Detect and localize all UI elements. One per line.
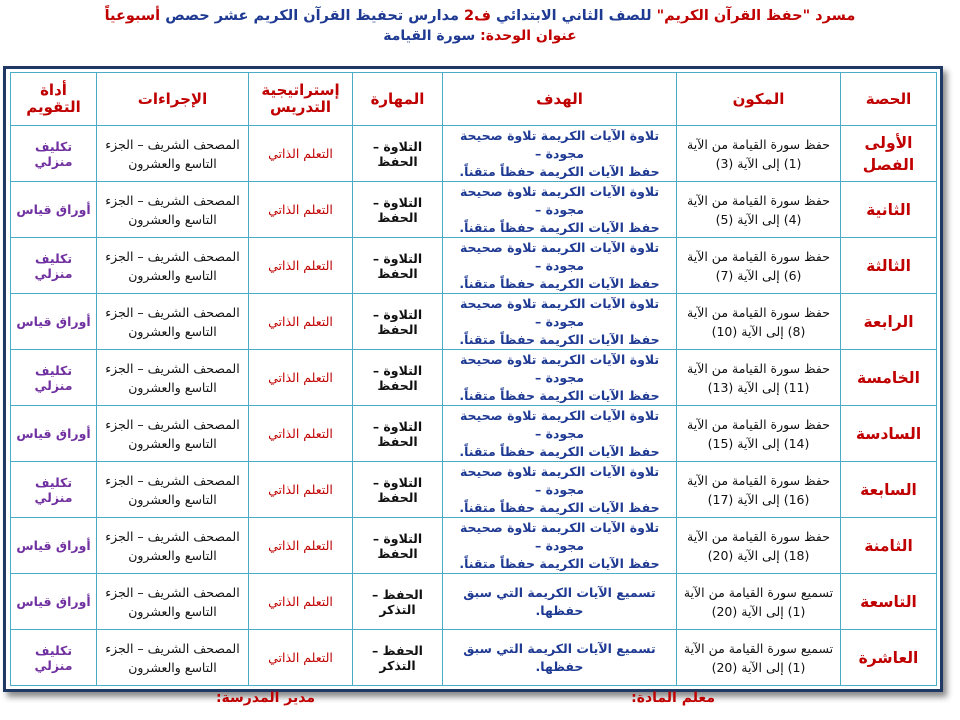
lesson-cell xyxy=(841,574,937,630)
component-cell xyxy=(677,294,841,350)
goal-cell xyxy=(443,574,677,630)
skill-cell: التلاوة – الحفظ xyxy=(353,182,443,238)
unit-label: عنوان الوحدة: xyxy=(480,28,577,44)
skill-cell: التلاوة – الحفظ xyxy=(353,462,443,518)
lesson-name: الثانية xyxy=(866,200,911,219)
component-line: تسميع سورة القيامة من الآية xyxy=(683,640,834,656)
strategy-cell: التعلم الذاتي xyxy=(249,294,353,350)
component-line: (16) إلى الآية (17) xyxy=(707,491,810,507)
skill-cell: التلاوة – الحفظ xyxy=(353,238,443,294)
lesson-name: السابعة xyxy=(860,480,917,499)
skill-cell: التلاوة – الحفظ xyxy=(353,518,443,574)
evaluation-cell: تكليف منزلي xyxy=(11,126,97,182)
goal-line: تسميع الآيات الكريمة التي سبق حفظها. xyxy=(463,584,656,618)
lesson-name: الثامنة xyxy=(864,536,913,555)
procedures-line: المصحف الشريف – الجزء xyxy=(105,304,240,320)
evaluation-cell: أوراق قياس xyxy=(11,294,97,350)
table-body xyxy=(11,126,937,686)
col-header-procedures: الإجراءات xyxy=(97,73,249,126)
lesson-cell xyxy=(841,294,937,350)
header-row xyxy=(11,73,937,126)
title-prefix: مسرد "حفظ القرآن الكريم" xyxy=(656,8,856,24)
procedures-line: التاسع والعشرون xyxy=(128,603,217,619)
skill-cell: التلاوة – الحفظ xyxy=(353,294,443,350)
goal-line: حفظ الآيات الكريمة حفظاً متقناً. xyxy=(459,331,660,347)
goal-line: حفظ الآيات الكريمة حفظاً متقناً. xyxy=(459,219,660,235)
component-line: حفظ سورة القيامة من الآية xyxy=(687,472,830,488)
component-cell xyxy=(677,126,841,182)
component-line: (8) إلى الآية (10) xyxy=(711,323,806,339)
table-row xyxy=(11,630,937,686)
component-line: (1) إلى الآية (20) xyxy=(711,659,806,675)
component-line: (6) إلى الآية (7) xyxy=(715,267,802,283)
component-line: حفظ سورة القيامة من الآية xyxy=(687,360,830,376)
procedures-line: التاسع والعشرون xyxy=(128,379,217,395)
procedures-cell xyxy=(97,126,249,182)
procedures-cell xyxy=(97,350,249,406)
component-line: (14) إلى الآية (15) xyxy=(707,435,810,451)
strategy-cell: التعلم الذاتي xyxy=(249,462,353,518)
component-line: (1) إلى الآية (20) xyxy=(711,603,806,619)
goal-line: تلاوة الآيات الكريمة تلاوة صحيحة مجودة – xyxy=(459,183,660,217)
table-row xyxy=(11,574,937,630)
unit-title-line xyxy=(0,26,960,46)
skill-cell: الحفظ – التذكر xyxy=(353,574,443,630)
component-cell xyxy=(677,518,841,574)
goal-cell xyxy=(443,518,677,574)
procedures-line: المصحف الشريف – الجزء xyxy=(105,192,240,208)
col-header-evaluation: أداة التقويم xyxy=(11,73,97,126)
procedures-cell xyxy=(97,574,249,630)
strategy-cell: التعلم الذاتي xyxy=(249,574,353,630)
component-cell xyxy=(677,574,841,630)
procedures-cell xyxy=(97,406,249,462)
component-line: (18) إلى الآية (20) xyxy=(707,547,810,563)
component-cell xyxy=(677,238,841,294)
lesson-cell xyxy=(841,518,937,574)
component-line: حفظ سورة القيامة من الآية xyxy=(687,248,830,264)
lesson-name: السادسة xyxy=(855,424,922,443)
component-line: حفظ سورة القيامة من الآية xyxy=(687,192,830,208)
component-line: (1) إلى الآية (3) xyxy=(715,155,802,171)
goal-line: حفظ الآيات الكريمة حفظاً متقناً. xyxy=(459,555,660,571)
lesson-cell xyxy=(841,350,937,406)
goal-cell xyxy=(443,238,677,294)
skill-cell: التلاوة – الحفظ xyxy=(353,350,443,406)
goal-cell xyxy=(443,294,677,350)
strategy-cell: التعلم الذاتي xyxy=(249,182,353,238)
strategy-cell: التعلم الذاتي xyxy=(249,350,353,406)
lesson-cell xyxy=(841,630,937,686)
col-header-component: المكون xyxy=(677,73,841,126)
goal-line: تلاوة الآيات الكريمة تلاوة صحيحة مجودة – xyxy=(459,127,660,161)
evaluation-cell: تكليف منزلي xyxy=(11,350,97,406)
component-line: حفظ سورة القيامة من الآية xyxy=(687,304,830,320)
col-header-lesson: الحصة xyxy=(841,73,937,126)
component-line: حفظ سورة القيامة من الآية xyxy=(687,136,830,152)
procedures-line: المصحف الشريف – الجزء xyxy=(105,640,240,656)
component-cell xyxy=(677,350,841,406)
lesson-cell xyxy=(841,238,937,294)
title-grade: للصف الثاني الابتدائي xyxy=(496,8,652,24)
component-line: حفظ سورة القيامة من الآية xyxy=(687,528,830,544)
skill-cell: التلاوة – الحفظ xyxy=(353,406,443,462)
strategy-cell: التعلم الذاتي xyxy=(249,406,353,462)
goal-line: حفظ الآيات الكريمة حفظاً متقناً. xyxy=(459,443,660,459)
goal-line: تلاوة الآيات الكريمة تلاوة صحيحة مجودة – xyxy=(459,295,660,329)
evaluation-cell: تكليف منزلي xyxy=(11,238,97,294)
procedures-line: المصحف الشريف – الجزء xyxy=(105,136,240,152)
skill-cell: الحفظ – التذكر xyxy=(353,630,443,686)
component-cell xyxy=(677,462,841,518)
teacher-signature-label: معلم المادة: xyxy=(631,690,715,706)
evaluation-cell: أوراق قياس xyxy=(11,574,97,630)
goal-cell xyxy=(443,462,677,518)
procedures-line: التاسع والعشرون xyxy=(128,211,217,227)
evaluation-cell: أوراق قياس xyxy=(11,518,97,574)
table-row xyxy=(11,518,937,574)
strategy-cell: التعلم الذاتي xyxy=(249,238,353,294)
lesson-name: الثالثة xyxy=(866,256,911,275)
lesson-name: الفصل xyxy=(862,155,915,174)
component-line: حفظ سورة القيامة من الآية xyxy=(687,416,830,432)
procedures-cell xyxy=(97,518,249,574)
procedures-line: التاسع والعشرون xyxy=(128,659,217,675)
procedures-line: التاسع والعشرون xyxy=(128,491,217,507)
procedures-line: التاسع والعشرون xyxy=(128,323,217,339)
evaluation-cell: أوراق قياس xyxy=(11,406,97,462)
lesson-name: الرابعة xyxy=(863,312,914,331)
goal-line: حفظ الآيات الكريمة حفظاً متقناً. xyxy=(459,387,660,403)
component-cell xyxy=(677,406,841,462)
procedures-cell xyxy=(97,462,249,518)
goal-cell xyxy=(443,350,677,406)
table-row xyxy=(11,350,937,406)
strategy-cell: التعلم الذاتي xyxy=(249,518,353,574)
lesson-cell xyxy=(841,406,937,462)
component-line: (4) إلى الآية (5) xyxy=(715,211,802,227)
component-line: تسميع سورة القيامة من الآية xyxy=(683,584,834,600)
procedures-line: المصحف الشريف – الجزء xyxy=(105,584,240,600)
lesson-plan-table xyxy=(10,72,937,686)
lesson-name: التاسعة xyxy=(860,592,917,611)
procedures-line: المصحف الشريف – الجزء xyxy=(105,360,240,376)
table-row xyxy=(11,294,937,350)
table-row xyxy=(11,462,937,518)
goal-line: حفظ الآيات الكريمة حفظاً متقناً. xyxy=(459,275,660,291)
lesson-cell xyxy=(841,126,937,182)
col-header-goal: الهدف xyxy=(443,73,677,126)
col-header-strategy: إستراتيجية التدريس xyxy=(249,73,353,126)
table-row xyxy=(11,182,937,238)
table-frame xyxy=(3,66,943,692)
lesson-name: الخامسة xyxy=(857,368,920,387)
skill-cell: التلاوة – الحفظ xyxy=(353,126,443,182)
procedures-cell xyxy=(97,630,249,686)
table-row xyxy=(11,126,937,182)
goal-line: تلاوة الآيات الكريمة تلاوة صحيحة مجودة – xyxy=(459,351,660,385)
procedures-cell xyxy=(97,182,249,238)
title-semester: ف2 xyxy=(464,8,491,24)
lesson-name: الأولى xyxy=(864,133,913,152)
strategy-cell: التعلم الذاتي xyxy=(249,126,353,182)
evaluation-cell: تكليف منزلي xyxy=(11,462,97,518)
goal-cell xyxy=(443,126,677,182)
title-line xyxy=(0,6,960,26)
strategy-cell: التعلم الذاتي xyxy=(249,630,353,686)
component-cell xyxy=(677,182,841,238)
goal-line: حفظ الآيات الكريمة حفظاً متقناً. xyxy=(459,499,660,515)
procedures-line: المصحف الشريف – الجزء xyxy=(105,472,240,488)
goal-line: حفظ الآيات الكريمة حفظاً متقناً. xyxy=(459,163,660,179)
goal-line: تلاوة الآيات الكريمة تلاوة صحيحة مجودة – xyxy=(459,463,660,497)
evaluation-cell: أوراق قياس xyxy=(11,182,97,238)
lesson-name: العاشرة xyxy=(858,648,919,667)
procedures-cell xyxy=(97,294,249,350)
procedures-line: التاسع والعشرون xyxy=(128,155,217,171)
component-cell xyxy=(677,630,841,686)
title-school-type: مدارس تحفيظ القرآن الكريم عشر حصص xyxy=(165,8,459,24)
goal-cell xyxy=(443,406,677,462)
procedures-line: التاسع والعشرون xyxy=(128,267,217,283)
procedures-line: المصحف الشريف – الجزء xyxy=(105,248,240,264)
evaluation-cell: تكليف منزلي xyxy=(11,630,97,686)
goal-line: تلاوة الآيات الكريمة تلاوة صحيحة مجودة – xyxy=(459,519,660,553)
goal-cell xyxy=(443,182,677,238)
goal-line: تسميع الآيات الكريمة التي سبق حفظها. xyxy=(463,640,656,674)
document-header xyxy=(0,6,960,46)
table-row xyxy=(11,238,937,294)
title-weekly: أسبوعياً xyxy=(104,8,161,24)
procedures-line: المصحف الشريف – الجزء xyxy=(105,416,240,432)
goal-line: تلاوة الآيات الكريمة تلاوة صحيحة مجودة – xyxy=(459,407,660,441)
goal-line: تلاوة الآيات الكريمة تلاوة صحيحة مجودة – xyxy=(459,239,660,273)
col-header-skill: المهارة xyxy=(353,73,443,126)
lesson-cell xyxy=(841,462,937,518)
table-row xyxy=(11,406,937,462)
procedures-line: التاسع والعشرون xyxy=(128,435,217,451)
unit-value: سورة القيامة xyxy=(383,28,476,44)
procedures-line: المصحف الشريف – الجزء xyxy=(105,528,240,544)
goal-cell xyxy=(443,630,677,686)
principal-signature-label: مدير المدرسة: xyxy=(215,690,315,706)
procedures-cell xyxy=(97,238,249,294)
procedures-line: التاسع والعشرون xyxy=(128,547,217,563)
component-line: (11) إلى الآية (13) xyxy=(707,379,810,395)
lesson-cell xyxy=(841,182,937,238)
